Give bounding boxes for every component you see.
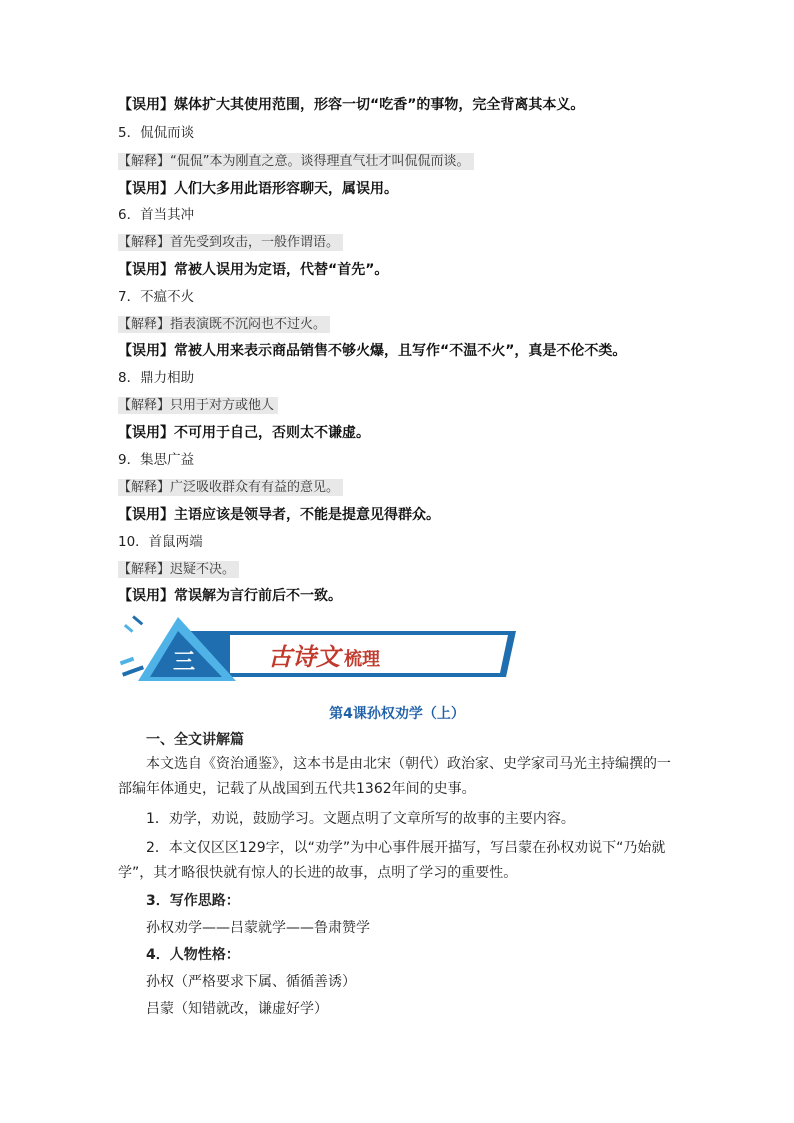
explanation-line: 【解释】首先受到攻击，一般作谓语。 (118, 233, 343, 252)
explanation-line: 【解释】“侃侃”本为刚直之意。谈得理直气壮才叫侃侃而谈。 (118, 152, 474, 171)
idiom-item: 10．首鼠两端 (118, 534, 203, 550)
character-lvmeng: 吕蒙（知错就改，谦虚好学） (146, 1001, 328, 1017)
wrong-usage-line: 【误用】常被人用来表示商品销售不够火爆，且写作“不温不火”，真是不伦不类。 (118, 343, 627, 359)
idiom-item: 6．首当其冲 (118, 207, 195, 223)
wrong-usage-line: 【误用】主语应该是领导者，不能是提意见得群众。 (118, 507, 440, 523)
wrong-usage-line: 【误用】常误解为言行前后不一致。 (118, 588, 342, 604)
idiom-item: 5．侃侃而谈 (118, 125, 195, 141)
explanation-line: 【解释】迟疑不决。 (118, 560, 239, 579)
character-sunquan: 孙权（严格要求下属、循循善诱） (146, 974, 356, 990)
idiom-item: 7．不瘟不火 (118, 289, 195, 305)
writing-idea-heading: 3．写作思路： (146, 893, 240, 909)
banner-title-main: 古诗文 (268, 642, 340, 671)
section-heading: 一、全文讲解篇 (146, 732, 244, 748)
wrong-usage-line: 【误用】不可用于自己，否则太不谦虚。 (118, 425, 370, 441)
paragraph-source: 本文选自《资治通鉴》，这本书是由北宋（朝代）政治家、史学家司马光主持编撰的一部编年体通史，记载了从战国到五代共1362年间的史事。 (118, 756, 671, 797)
wrong-usage-line: 【误用】媒体扩大其使用范围，形容一切“吃香”的事物，完全背离其本义。 (118, 97, 585, 113)
wrong-usage-line: 【误用】人们大多用此语形容聊天，属误用。 (118, 181, 398, 197)
lesson-title: 第4课孙权劝学（上） (329, 706, 465, 722)
banner-stripes (120, 615, 144, 676)
section-banner (118, 615, 518, 690)
character-heading: 4．人物性格： (146, 947, 240, 963)
idiom-item: 8．鼎力相助 (118, 370, 195, 386)
banner-number: 三 (172, 650, 196, 675)
idiom-item: 9．集思广益 (118, 452, 195, 468)
explanation-line: 【解释】只用于对方或他人 (118, 396, 278, 415)
explanation-line: 【解释】广泛吸收群众有有益的意见。 (118, 478, 343, 497)
writing-idea-text: 孙权劝学——吕蒙就学——鲁肃赞学 (146, 920, 370, 936)
explanation-line: 【解释】指表演既不沉闷也不过火。 (118, 315, 330, 334)
paragraph-point-1: 1．劝学，劝说，鼓励学习。文题点明了文章所写的故事的主要内容。 (146, 811, 575, 827)
banner-title-sub: 梳理 (344, 649, 380, 670)
paragraph-point-2: 2．本文仅区区129字，以“劝学”为中心事件展开描写，写吕蒙在孙权劝说下“乃始就学”，其才略很快就有惊人的长进的故事，点明了学习的重要性。 (118, 840, 666, 881)
wrong-usage-line: 【误用】常被人误用为定语，代替“首先”。 (118, 262, 389, 278)
